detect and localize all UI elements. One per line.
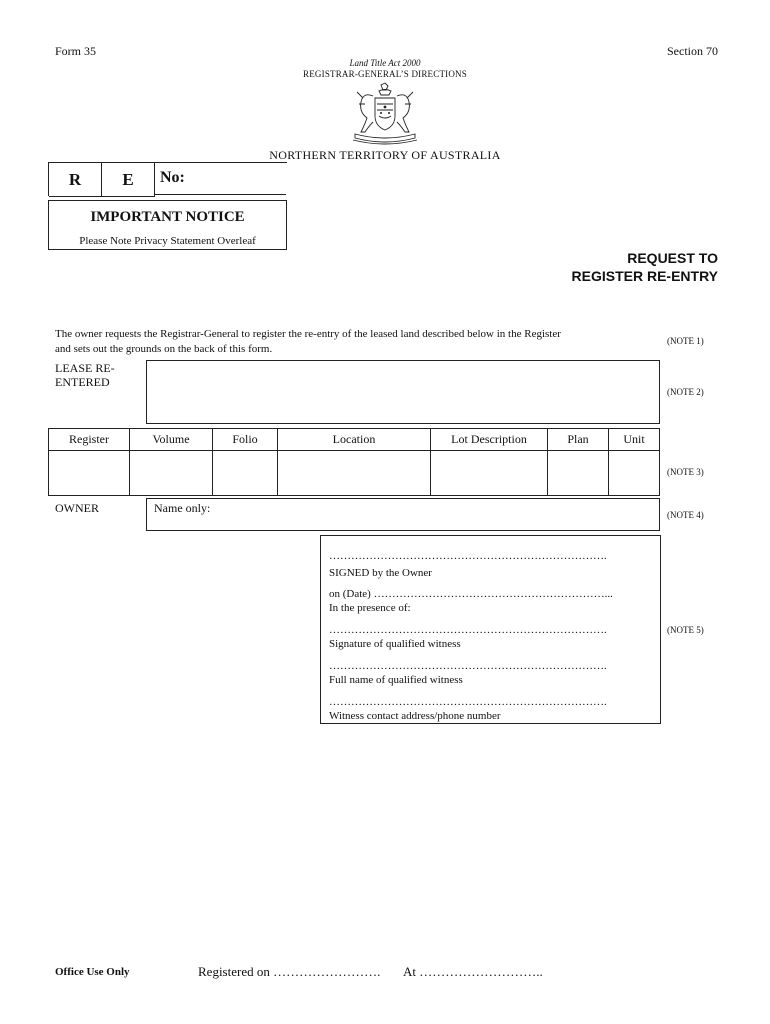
register-table [48,428,660,496]
territory-title: NORTHERN TERRITORY OF AUSTRALIA [269,148,501,162]
owner-name-field[interactable] [146,498,660,531]
coat-of-arms-icon [343,82,427,146]
notice-title: IMPORTANT NOTICE [90,209,245,225]
form-heading-line1: REQUEST TO [627,250,718,266]
table-row [49,451,660,496]
signed-by-owner-label: SIGNED by the Owner [329,567,432,579]
witness-signature-label: Signature of qualified witness [329,638,461,650]
plan-field[interactable] [548,451,609,496]
witness-signature-line[interactable]: …………………………………………………………………. [329,624,607,636]
form-number: Form 35 [55,44,97,58]
header-unit: Unit [609,429,660,451]
witness-contact-label: Witness contact address/phone number [329,710,501,722]
notice-subtitle: Please Note Privacy Statement Overleaf [79,235,256,247]
registered-on-field[interactable]: Registered on ……………………. [198,964,381,979]
registered-at-field[interactable]: At ……………………….. [403,964,543,979]
note-4: (NOTE 4) [667,510,704,520]
header-plan: Plan [548,429,609,451]
lease-label [55,361,135,389]
header-folio: Folio [213,429,278,451]
witness-name-label: Full name of qualified witness [329,674,463,686]
lot-description-field[interactable] [431,451,548,496]
header-register: Register [49,429,130,451]
note-1: (NOTE 1) [667,336,704,346]
signature-block [320,535,661,724]
volume-field[interactable] [130,451,213,496]
note-3: (NOTE 3) [667,467,704,477]
re-cell-e: E [102,163,155,197]
important-notice [48,200,287,250]
number-field[interactable] [154,194,286,195]
lease-field[interactable] [146,360,660,424]
unit-field[interactable] [609,451,660,496]
witness-name-line[interactable]: …………………………………………………………………. [329,660,607,672]
re-cell-r: R [49,163,102,197]
intro-line2: and sets out the grounds on the back of this form. [55,343,273,355]
intro-line1: The owner requests the Registrar-General to register the re-entry of the leased land described below in the Register [55,328,561,340]
header-volume: Volume [130,429,213,451]
number-label: No: [160,169,185,186]
directions-title: REGISTRAR-GENERAL’S DIRECTIONS [303,69,467,79]
office-use-label: Office Use Only [55,966,130,978]
form-heading-line2: REGISTER RE-ENTRY [571,268,718,284]
intro-text [55,327,655,357]
owner-signature-line[interactable]: …………………………………………………………………. [329,550,607,562]
witness-contact-line[interactable]: …………………………………………………………………. [329,696,607,708]
owner-name-label: Name only: [154,501,211,515]
header-lot-description: Lot Description [431,429,548,451]
note-5: (NOTE 5) [667,625,704,635]
table-header-row [49,429,660,451]
register-field[interactable] [49,451,130,496]
location-field[interactable] [278,451,431,496]
act-title: Land Title Act 2000 [349,58,421,68]
owner-label: OWNER [55,501,99,515]
folio-field[interactable] [213,451,278,496]
lease-label-line2: ENTERED [55,375,110,389]
section-number: Section 70 [667,44,718,58]
lease-label-line1: LEASE RE- [55,361,115,375]
header-location: Location [278,429,431,451]
note-2: (NOTE 2) [667,387,704,397]
presence-label: In the presence of: [329,602,411,614]
signing-date-field[interactable]: on (Date) ………………………………………………………... [329,588,613,600]
